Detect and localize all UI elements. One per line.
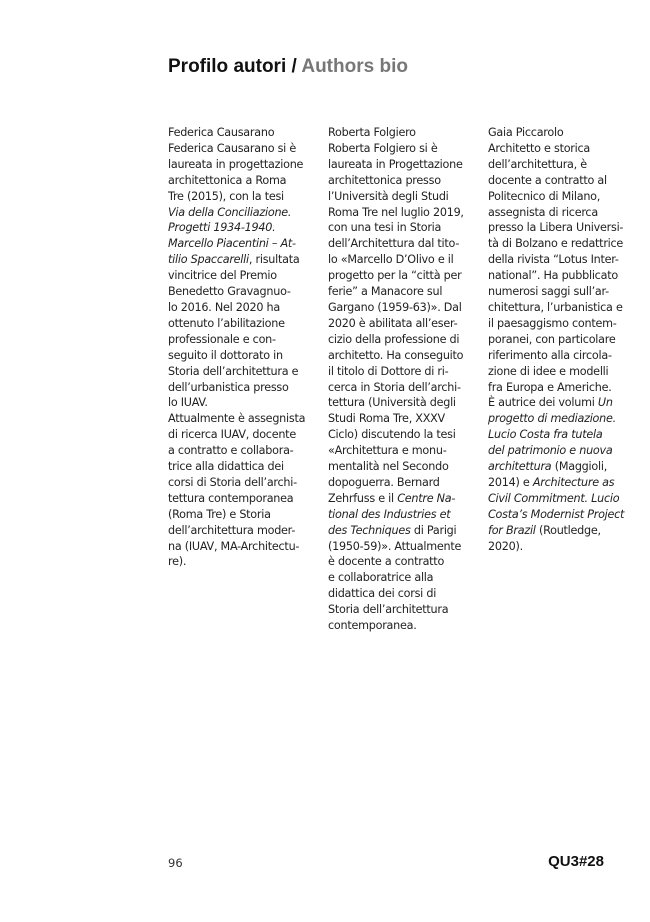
bio-line xyxy=(168,268,316,284)
author-bio xyxy=(328,141,476,634)
bio-text: laureata in progettazione xyxy=(168,157,304,171)
bio-text: dell’architettura, è xyxy=(488,157,587,171)
bio-text: ferie” a Manacore sul xyxy=(328,285,443,299)
bio-title-italic: Civil Commitment. Lucio xyxy=(488,491,620,505)
bio-line xyxy=(328,348,476,364)
journal-issue: QU3#28 xyxy=(548,853,604,870)
bio-line xyxy=(328,141,476,157)
page-number: 96 xyxy=(168,856,183,870)
bio-text: didattica dei corsi di xyxy=(328,587,437,601)
bio-line xyxy=(488,173,636,189)
bio-text: cizio della professione di xyxy=(328,332,460,346)
bio-title-italic: architettura xyxy=(488,460,552,474)
bio-text: Architetto e storica xyxy=(488,141,591,155)
bio-text: Roberta Folgiero si è xyxy=(328,141,438,155)
bio-text: ottenuto l’abilitazione xyxy=(168,316,285,330)
bio-line xyxy=(488,236,636,252)
bio-line xyxy=(168,523,316,539)
bio-text: Studi Roma Tre, XXXV xyxy=(328,412,445,426)
bio-text: cerca in Storia dell’archi- xyxy=(328,380,461,394)
bio-line xyxy=(328,507,476,523)
bio-line xyxy=(488,380,636,396)
bio-line xyxy=(328,554,476,570)
bio-line xyxy=(488,427,636,443)
bio-line xyxy=(488,395,636,411)
author-column xyxy=(328,125,476,634)
bio-line xyxy=(488,539,636,555)
bio-title-italic: Marcello Piacentini – At- xyxy=(168,237,296,251)
bio-line xyxy=(328,523,476,539)
bio-title-italic: Architecture as xyxy=(532,475,615,489)
bio-title-italic: Costa’s Modernist Project xyxy=(488,507,625,521)
bio-line xyxy=(488,332,636,348)
bio-line xyxy=(328,157,476,173)
bio-text: «Architettura e monu- xyxy=(328,444,447,458)
bio-line xyxy=(168,284,316,300)
bio-line xyxy=(168,173,316,189)
bio-text: di Parigi xyxy=(410,523,457,537)
bio-line xyxy=(488,189,636,205)
bio-line xyxy=(168,459,316,475)
bio-text: della rivista “Lotus Inter- xyxy=(488,253,619,267)
bio-line xyxy=(168,332,316,348)
bio-text: con una tesi in Storia xyxy=(328,221,442,235)
bio-line xyxy=(168,395,316,411)
bio-title-italic: Via della Conciliazione. xyxy=(168,205,292,219)
bio-text: architetto. Ha conseguito xyxy=(328,348,464,362)
bio-text: (Roma Tre) e Storia xyxy=(168,507,271,521)
bio-text: lo IUAV. xyxy=(168,396,208,410)
author-column xyxy=(168,125,316,570)
bio-text: di ricerca IUAV, docente xyxy=(168,428,296,442)
bio-text: dell’architettura moder- xyxy=(168,523,296,537)
bio-line xyxy=(328,475,476,491)
bio-text: dell’urbanistica presso xyxy=(168,380,289,394)
bio-line xyxy=(488,475,636,491)
bio-text: dopoguerra. Bernard xyxy=(328,475,440,489)
bio-text: corsi di Storia dell’archi- xyxy=(168,475,297,489)
bio-text: Ciclo) discutendo la tesi xyxy=(328,428,456,442)
bio-text: numerosi saggi sull’ar- xyxy=(488,285,609,299)
bio-text: Benedetto Gravagnuo- xyxy=(168,285,291,299)
bio-line xyxy=(488,220,636,236)
author-column xyxy=(488,125,636,554)
bio-line xyxy=(168,411,316,427)
author-name: Gaia Piccarolo xyxy=(488,126,564,139)
bio-title-italic: Lucio Costa fra tutela xyxy=(488,428,603,442)
bio-line xyxy=(328,300,476,316)
bio-line xyxy=(168,189,316,205)
bio-title-italic: tional des Industries et xyxy=(328,507,451,521)
bio-line xyxy=(328,618,476,634)
bio-line xyxy=(488,491,636,507)
bio-line xyxy=(168,491,316,507)
bio-text: lo «Marcello D’Olivo e il xyxy=(328,253,454,267)
bio-line xyxy=(488,205,636,221)
bio-title-italic: del patrimonio e nuova xyxy=(488,444,613,458)
bio-line xyxy=(488,507,636,523)
bio-text: professionale e con- xyxy=(168,332,276,346)
bio-line xyxy=(328,459,476,475)
bio-line xyxy=(488,316,636,332)
bio-text: Tre (2015), con la tesi xyxy=(168,189,284,203)
author-name: Federica Causarano xyxy=(168,126,275,139)
bio-line xyxy=(488,459,636,475)
page-title-italian: Profilo autori / xyxy=(168,56,297,77)
bio-line xyxy=(488,268,636,284)
bio-line xyxy=(168,427,316,443)
bio-line xyxy=(328,570,476,586)
bio-line xyxy=(488,364,636,380)
bio-line xyxy=(488,523,636,539)
bio-title-italic: progetto di mediazione. xyxy=(488,412,616,426)
page-title-english: Authors bio xyxy=(301,56,408,77)
bio-line xyxy=(328,173,476,189)
author-bio xyxy=(488,141,636,555)
bio-text: mentalità nel Secondo xyxy=(328,460,449,474)
bio-line xyxy=(168,300,316,316)
bio-line xyxy=(168,507,316,523)
bio-line xyxy=(328,586,476,602)
bio-text: re). xyxy=(168,555,187,569)
bio-text: na (IUAV, MA-Architectu- xyxy=(168,539,300,553)
bio-line xyxy=(328,427,476,443)
bio-line xyxy=(488,252,636,268)
bio-line xyxy=(488,284,636,300)
bio-line xyxy=(168,380,316,396)
bio-title-italic: for Brazil xyxy=(488,523,536,537)
bio-title-italic: tilio Spaccarelli xyxy=(168,253,249,267)
bio-line xyxy=(168,316,316,332)
bio-text: lo 2016. Nel 2020 ha xyxy=(168,300,280,314)
bio-line xyxy=(168,205,316,221)
bio-text: Federica Causarano si è xyxy=(168,141,296,155)
bio-text: zione di idee e modelli xyxy=(488,364,609,378)
bio-line xyxy=(328,443,476,459)
bio-text: il paesaggismo contem- xyxy=(488,316,617,330)
bio-text: 2014) e xyxy=(488,475,533,489)
bio-line xyxy=(168,236,316,252)
bio-line xyxy=(328,380,476,396)
bio-line xyxy=(168,364,316,380)
bio-line xyxy=(328,236,476,252)
bio-line xyxy=(488,157,636,173)
bio-text: architettonica a Roma xyxy=(168,173,287,187)
bio-line xyxy=(168,220,316,236)
bio-text: È autrice dei volumi xyxy=(488,396,598,410)
bio-text: Roma Tre nel luglio 2019, xyxy=(328,205,464,219)
bio-text: 2020 è abilitata all’eser- xyxy=(328,316,458,330)
bio-text: vincitrice del Premio xyxy=(168,269,277,283)
author-bio xyxy=(168,141,316,570)
bio-text: (1950-59)». Attualmente xyxy=(328,539,462,553)
bio-title-italic: Centre Na- xyxy=(397,491,456,505)
bio-line xyxy=(168,157,316,173)
bio-text: Attualmente è assegnista xyxy=(168,412,306,426)
bio-title-italic: Progetti 1934-1940. xyxy=(168,221,276,235)
bio-text: poranei, con particolare xyxy=(488,332,616,346)
bio-title-italic: des Techniques xyxy=(328,523,411,537)
bio-line xyxy=(328,364,476,380)
bio-line xyxy=(328,411,476,427)
bio-line xyxy=(328,491,476,507)
bio-text: l’Università degli Studi xyxy=(328,189,449,203)
bio-line xyxy=(328,602,476,618)
bio-line xyxy=(168,539,316,555)
bio-text: progetto per la “città per xyxy=(328,269,462,283)
bio-line xyxy=(168,252,316,268)
bio-text: contemporanea. xyxy=(328,619,417,633)
bio-line xyxy=(488,141,636,157)
bio-text: tettura contemporanea xyxy=(168,491,294,505)
bio-line xyxy=(168,141,316,157)
bio-text: architettonica presso xyxy=(328,173,441,187)
bio-text: il titolo di Dottore di ri- xyxy=(328,364,449,378)
bio-line xyxy=(328,539,476,555)
bio-text: trice alla didattica dei xyxy=(168,460,284,474)
bio-line xyxy=(328,268,476,284)
bio-line xyxy=(328,316,476,332)
bio-line xyxy=(488,348,636,364)
bio-text: laureata in Progettazione xyxy=(328,157,463,171)
bio-title-italic: Un xyxy=(597,396,613,410)
bio-line xyxy=(488,443,636,459)
bio-line xyxy=(168,554,316,570)
bio-text: 2020). xyxy=(488,539,523,553)
bio-line xyxy=(328,189,476,205)
bio-text: tà di Bolzano e redattrice xyxy=(488,237,624,251)
bio-line xyxy=(328,395,476,411)
bio-text: a contratto e collabora- xyxy=(168,444,294,458)
bio-line xyxy=(328,252,476,268)
bio-text: presso la Libera Universi- xyxy=(488,221,624,235)
bio-text: assegnista di ricerca xyxy=(488,205,598,219)
bio-line xyxy=(168,348,316,364)
page-title xyxy=(168,56,408,78)
bio-text: (Maggioli, xyxy=(551,460,608,474)
bio-text: Gargano (1959-63)». Dal xyxy=(328,300,462,314)
bio-text: (Routledge, xyxy=(535,523,601,537)
bio-line xyxy=(328,332,476,348)
bio-text: Zehrfuss e il xyxy=(328,491,398,505)
bio-line xyxy=(328,220,476,236)
bio-line xyxy=(488,300,636,316)
bio-line xyxy=(168,443,316,459)
bio-line xyxy=(328,284,476,300)
bio-text: riferimento alla circola- xyxy=(488,348,612,362)
bio-text: Storia dell’architettura e xyxy=(168,364,299,378)
bio-text: Politecnico di Milano, xyxy=(488,189,601,203)
bio-text: docente a contratto al xyxy=(488,173,607,187)
author-name: Roberta Folgiero xyxy=(328,126,416,139)
bio-text: fra Europa e Americhe. xyxy=(488,380,612,394)
bio-line xyxy=(328,205,476,221)
bio-text: dell’Architettura dal tito- xyxy=(328,237,460,251)
bio-text: Storia dell’architettura xyxy=(328,603,449,617)
bio-text: tettura (Università degli xyxy=(328,396,456,410)
bio-text: , risultata xyxy=(248,253,300,267)
bio-text: national”. Ha pubblicato xyxy=(488,269,618,283)
bio-line xyxy=(488,411,636,427)
bio-text: seguito il dottorato in xyxy=(168,348,283,362)
bio-text: chitettura, l’urbanistica e xyxy=(488,300,623,314)
bio-text: è docente a contratto xyxy=(328,555,445,569)
bio-text: e collaboratrice alla xyxy=(328,571,434,585)
bio-line xyxy=(168,475,316,491)
